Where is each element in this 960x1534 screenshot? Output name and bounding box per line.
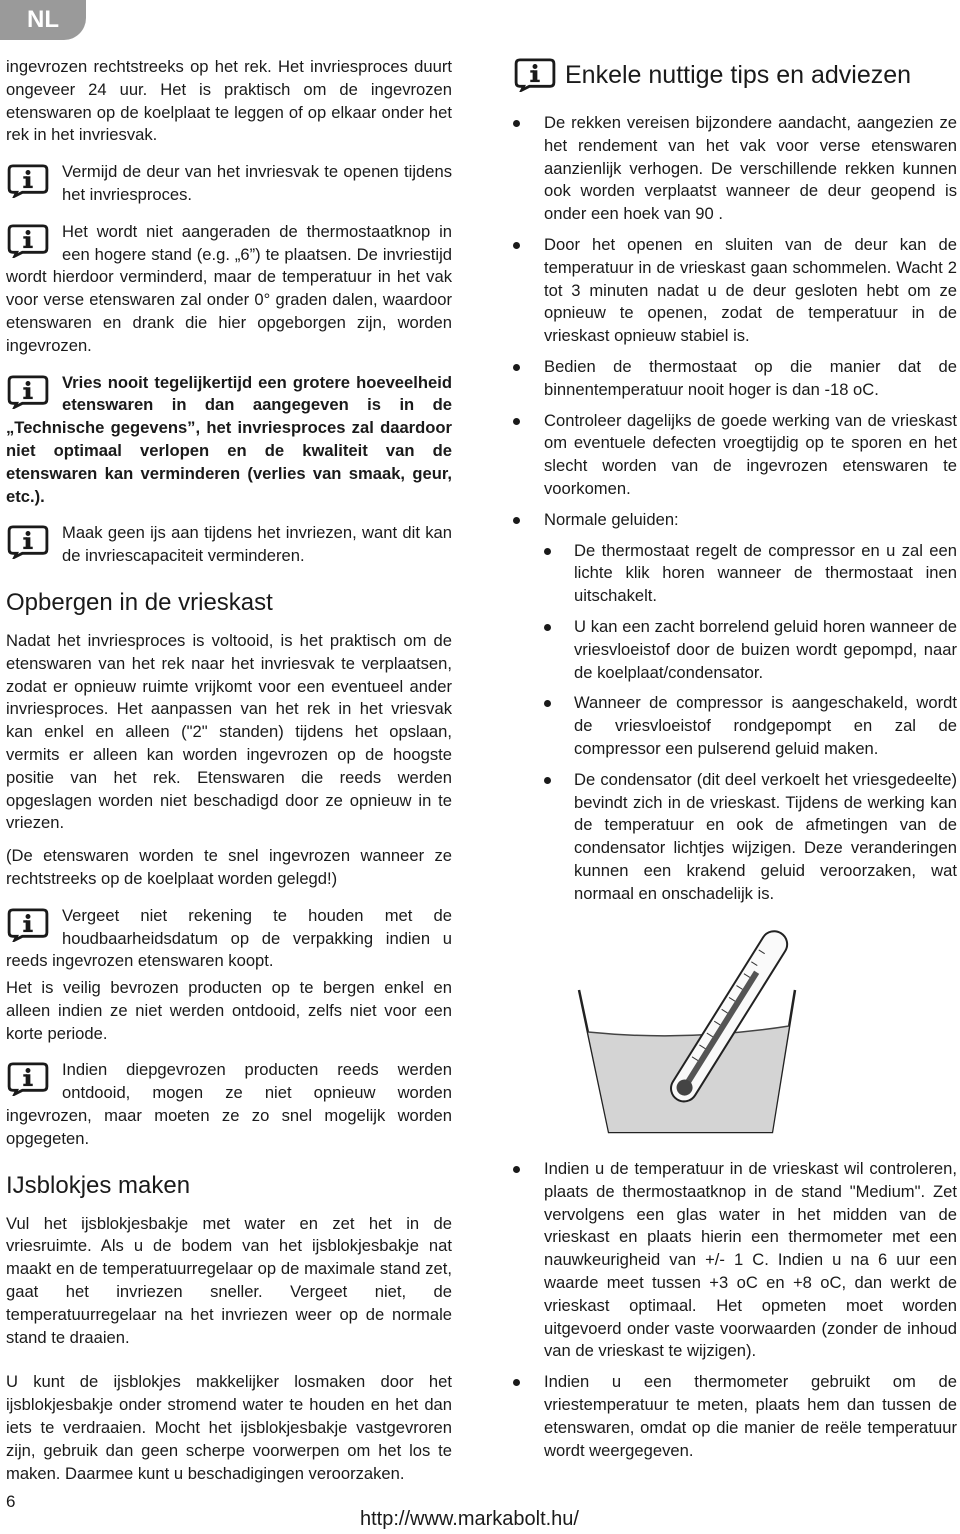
storage-paragraph-1: Nadat het invriesproces is voltooid, is het praktisch om de etenswaren van het rek naar het invriesvak te verplaatsen, zodat er opnieuw ruimte vrijkomt voor een eventueel ander invriesproces. Het aanpassen van het rek in het vriesvak kan enkel en alleen ("2" standen) tijdens het opslaan, vermits er alleen kan worden ingevrozen op de hoogste positie van het rek. Etenswaren die reeds werden opgeslagen worden niet beschadigd door ze opnieuw in te vriezen.	[6, 630, 452, 833]
sounds-list	[544, 540, 957, 906]
info-note-text: Vermijd de deur van het invriesvak te openen tijdens het invriesproces.	[62, 162, 452, 204]
right-column-bottom	[513, 1158, 957, 1470]
storage-paragraph-2: (De etenswaren worden te snel ingevrozen wanneer ze rechtstreeks op de koelplaat worden gelegd!)	[6, 846, 452, 888]
info-note-text: Vergeet niet rekening te houden met de houdbaarheidsdatum op de verpakking indien u reeds ingevrozen etenswaren koopt.	[6, 905, 452, 971]
heading-tips: Enkele nuttige tips en adviezen	[565, 61, 912, 89]
info-icon	[6, 164, 50, 198]
info-note-thawed	[6, 1059, 452, 1150]
page-number: 6	[6, 1492, 16, 1511]
storage-paragraph-3: Het is veilig bevrozen producten op te bergen enkel en alleen indien ze niet werden ontdooid, zelfs niet voor een korte periode.	[6, 978, 452, 1043]
info-icon	[513, 58, 557, 92]
info-note-ice	[6, 522, 452, 568]
info-note-text: Indien diepgevrozen producten reeds werden ontdooid, mogen ze niet opnieuw worden ingevrozen, maar moeten ze zo snel mogelijk worden opgegeten.	[6, 1060, 452, 1148]
list-item: Controleer dagelijks de goede werking van de vrieskast om eventuele defecten vroegtijdig op te sporen en het slecht worden van de ingevrozen etenswaren te voorkomen.	[513, 410, 957, 501]
left-column	[6, 56, 452, 1485]
list-item: Bedien de thermostaat op die manier dat de binnentemperatuur nooit hoger is dan -18 oC.	[513, 356, 957, 402]
ice-paragraph-2: U kunt de ijsblokjes makkelijker losmaken door het ijsblokjesbakje onder stromend water te houden en het dan iets te verdraaien. Mocht het ijsblokjesbakje vastgevroren zijn, gebruik dan geen scherpe voorwerpen om het los te maken. Daarmee kunt u beschadigingen veroorzaken.	[6, 1372, 452, 1483]
list-item: De thermostaat regelt de compressor en u zal een lichte klik horen wanneer de thermostaat inen uitschakelt.	[544, 540, 957, 608]
language-badge: NL	[0, 0, 86, 40]
heading-storage: Opbergen in de vrieskast	[6, 588, 273, 616]
info-icon	[6, 525, 50, 559]
list-item: U kan een zacht borrelend geluid horen wanneer de vriesvloeistof door de buizen wordt gepompd, naar de koelplaat/condensator.	[544, 616, 957, 684]
list-item: Indien u de temperatuur in de vrieskast wil controleren, plaats de thermostaatknop in de stand "Medium". Zet vervolgens een glas water in het midden van de vrieskast en plaats hierin een thermometer met een nauwkeurigheid van +/- 1 C. Indien u na 6 uur een waarde meet tussen +3 oC en +8 oC, dan werkt de vrieskast optimaal. Het opmeten moet worden uitgevoerd onder vaste voorwaarden (zonder de inhoud van de vrieskast te wijzigen).	[513, 1158, 957, 1363]
info-note-text: Het wordt niet aangeraden de thermostaatknop in een hogere stand (e.g. „6”) te plaatsen. De invriestijd wordt hierdoor verminderd, maar de temperatuur in het vak voor verse etenswaren zal onder 0° graden dalen, waardoor etenswaren en drank die hier opgeborgen zijn, worden ingevrozen.	[6, 221, 452, 355]
list-item-label: Normale geluiden:	[544, 509, 679, 529]
info-note-thermostat	[6, 221, 452, 358]
list-item: De condensator (dit deel verkoelt het vriesgedeelte) bevindt zich in de vrieskast. Tijdens de werking kan de temperatuur en ook de afmetingen van de condensator lichtjes wijzigen. Deze veranderingen kunnen een krakend geluid veroorzaken, wat normaal en onschadelijk is.	[544, 769, 957, 906]
list-item: Indien u een thermometer gebruikt om de vriestemperatuur te meten, plaats hem dan tussen de etenswaren, omdat op die manier de reële temperatuur wordt weergegeven.	[513, 1371, 957, 1462]
info-note-text: Vries nooit tegelijkertijd een grotere hoeveelheid etenswaren in dan aangegeven is in de „Technische gegevens”, het invriesproces zal daardoor niet optimaal verlopen en de kwaliteit van de etenswaren kan verminderen (verlies van smaak, geur, etc.).	[6, 372, 452, 506]
thermometer-tips-list	[513, 1158, 957, 1462]
list-item: Wanneer de compressor is aangeschakeld, wordt de vriesvloeistof rondgepompt en zal de compressor een pulserend geluid maken.	[544, 692, 957, 760]
list-item	[513, 509, 957, 906]
info-note-text: Maak geen ijs aan tijdens het invriezen, want dit kan de invriescapaciteit verminderen.	[62, 523, 452, 566]
right-column	[513, 56, 957, 914]
info-note-date	[6, 905, 452, 973]
heading-ice-cubes: IJsblokjes maken	[6, 1171, 191, 1199]
intro-paragraph: ingevrozen rechtstreeks op het rek. Het invriesproces duurt ongeveer 24 uur. Het is praktisch om de ingevrozen etenswaren op de koelplaat te leggen of op elkaar onder het rek in het invriesvak.	[6, 57, 452, 145]
info-icon	[6, 375, 50, 409]
info-note-door	[6, 161, 452, 207]
thermometer-in-glass-illustration	[567, 920, 807, 1142]
list-item: Door het openen en sluiten van de deur kan de temperatuur in de vrieskast gaan schommelen. Wacht 2 tot 3 minuten nadat u de deur gesloten hebt om ze opnieuw te openen, zodat de temperatuur in de vrieskast opnieuw stabiel is.	[513, 234, 957, 348]
info-icon	[6, 908, 50, 942]
tips-list	[513, 112, 957, 906]
tips-heading-row	[513, 58, 957, 92]
info-icon	[6, 224, 50, 258]
list-item: De rekken vereisen bijzondere aandacht, aangezien ze het rendement van het vak voor verse etenswaren aanzienlijk verhogen. De verschillende rekken kunnen ook worden verplaatst wanneer de deur geopend is onder een hoek van 90 .	[513, 112, 957, 226]
info-note-quantity	[6, 372, 452, 509]
ice-paragraph-1: Vul het ijsblokjesbakje met water en zet het in de vriesruimte. Als u de bodem van het ijsblokjesbakje nat maakt en de temperatuurregelaar op de maximale stand zet, gaat het invriezen sneller. Vergeet niet, de temperatuurregelaar na het invriezen weer op de normale stand te draaien.	[6, 1213, 452, 1347]
info-icon	[6, 1062, 50, 1096]
footer-url[interactable]: http://www.markabolt.hu/	[360, 1508, 579, 1530]
